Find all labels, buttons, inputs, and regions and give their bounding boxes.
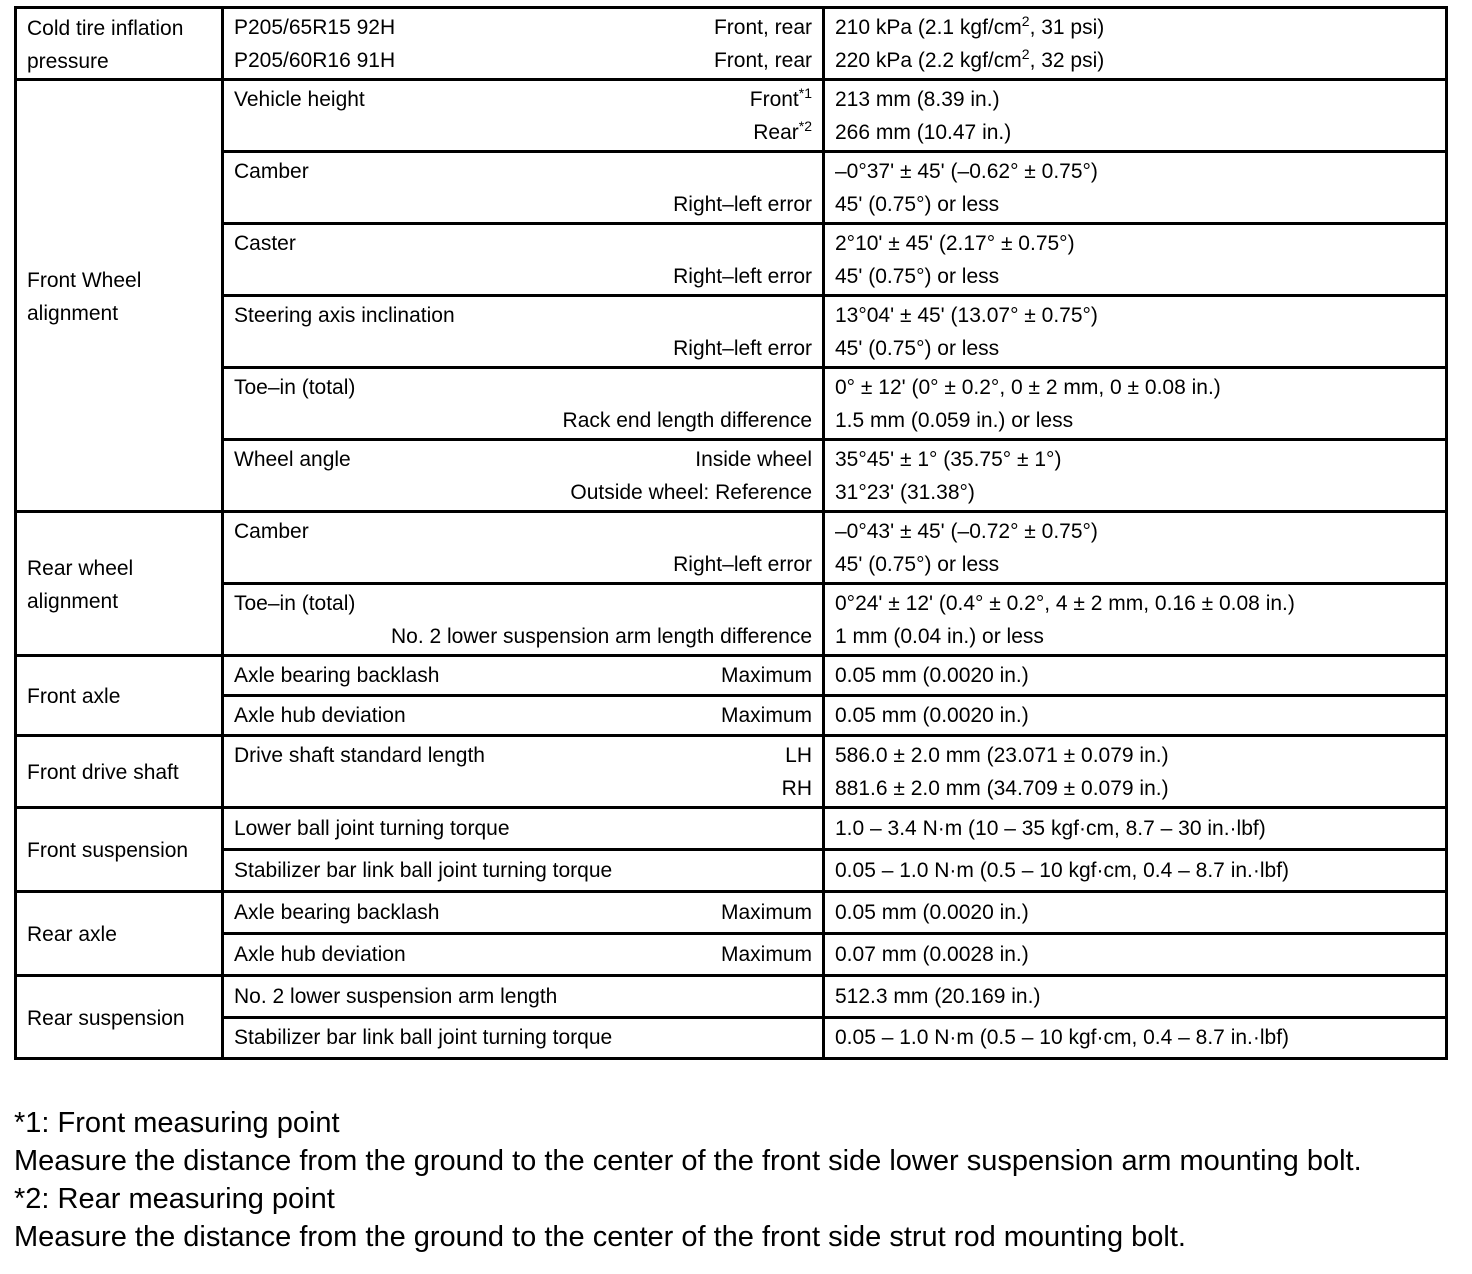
item-label: Toe–in (total) [234, 592, 356, 615]
footnote-2-text: Measure the distance from the ground to the center of the front side strut rod mounting bolt. [14, 1221, 1186, 1253]
value-cell [824, 8, 1447, 80]
item-cell [223, 1018, 824, 1059]
footnote-1-title: *1: Front measuring point [14, 1107, 340, 1139]
value-text: 35°45' ± 1° (35.75° ± 1°) [835, 448, 1062, 471]
category-cell [16, 512, 223, 656]
table-row [16, 1018, 1447, 1059]
value-text: 0.05 – 1.0 N·m (0.5 – 10 kgf·cm, 0.4 – 8.7 in.·lbf) [835, 1026, 1290, 1049]
table-row [16, 80, 1447, 152]
item-label: Stabilizer bar link ball joint turning torque [234, 859, 613, 882]
item-label: Steering axis inclination [234, 304, 455, 327]
sub-label: Maximum [720, 704, 812, 727]
value-cell [824, 850, 1447, 892]
item-cell [223, 80, 824, 152]
item-label: No. 2 lower suspension arm length [234, 985, 558, 1008]
item-cell [223, 656, 824, 696]
value-text: 0.05 mm (0.0020 in.) [835, 704, 1029, 727]
item-label: Vehicle height [234, 88, 365, 111]
item-cell [223, 934, 824, 976]
value-text: 512.3 mm (20.169 in.) [835, 985, 1041, 1008]
value-text: 13°04' ± 45' (13.07° ± 0.75°) [835, 304, 1098, 327]
value-text: 586.0 ± 2.0 mm (23.071 ± 0.079 in.) [835, 744, 1169, 767]
item-label: Axle bearing backlash [234, 664, 440, 687]
sub-label: Right–left error [673, 265, 812, 288]
sub-label: RH [781, 777, 812, 800]
value-text: 45' (0.75°) or less [835, 193, 1000, 216]
value-text: 1.0 – 3.4 N·m (10 – 35 kgf·cm, 8.7 – 30 in.·lbf) [835, 817, 1266, 840]
sub-label: Front, rear [713, 49, 812, 72]
value-cell [824, 976, 1447, 1018]
value-text: 45' (0.75°) or less [835, 265, 1000, 288]
item-label: P205/65R15 92H [234, 16, 396, 39]
item-cell [223, 224, 824, 296]
value-text: 0.05 mm (0.0020 in.) [835, 664, 1029, 687]
category-cell [16, 736, 223, 808]
value-text: –0°43' ± 45' (–0.72° ± 0.75°) [835, 520, 1098, 543]
value-cell [824, 296, 1447, 368]
item-label: Axle hub deviation [234, 943, 406, 966]
table-row [16, 892, 1447, 934]
category-cell [16, 8, 223, 80]
value-cell [824, 512, 1447, 584]
item-cell [223, 440, 824, 512]
item-label: Axle hub deviation [234, 704, 406, 727]
value-cell [824, 1018, 1447, 1059]
category-label: Front drive shaft [27, 761, 179, 784]
item-label: P205/60R16 91H [234, 49, 396, 72]
table-row [16, 934, 1447, 976]
table-row [16, 656, 1447, 696]
value-text: 220 kPa (2.2 kgf/$cm^2$, 32 psi) [835, 46, 1105, 72]
table-row [16, 584, 1447, 656]
category-label: Rear suspension [27, 1006, 185, 1030]
value-text: –0°37' ± 45' (–0.62° ± 0.75°) [835, 160, 1098, 183]
item-label: Toe–in (total) [234, 376, 356, 399]
value-cell [824, 584, 1447, 656]
item-label: Lower ball joint turning torque [234, 817, 510, 840]
item-label: Axle bearing backlash [234, 901, 440, 924]
value-text: 2°10' ± 45' (2.17° ± 0.75°) [835, 232, 1075, 255]
value-cell [824, 656, 1447, 696]
category-label: Rear wheel alignment [27, 556, 134, 613]
item-cell [223, 584, 824, 656]
sub-label: Maximum [720, 901, 812, 924]
sub-label: Maximum [720, 943, 812, 966]
table-row [16, 152, 1447, 224]
sub-label: Maximum [720, 664, 812, 687]
item-cell [223, 736, 824, 808]
category-cell [16, 656, 223, 736]
value-text: 0°24' ± 12' (0.4° ± 0.2°, 4 ± 2 mm, 0.16 ± 0.08 in.) [835, 592, 1295, 615]
value-text: 0.05 mm (0.0020 in.) [835, 901, 1029, 924]
item-cell [223, 8, 824, 80]
value-cell [824, 368, 1447, 440]
value-cell [824, 152, 1447, 224]
item-label: Camber [234, 520, 309, 543]
table-row [16, 296, 1447, 368]
item-label: Camber [234, 160, 309, 183]
table-row [16, 850, 1447, 892]
value-cell [824, 80, 1447, 152]
table-row [16, 976, 1447, 1018]
value-cell [824, 696, 1447, 736]
sub-label: Front$^{*1}$ [749, 85, 812, 111]
specifications-table [14, 6, 1448, 1060]
footnotes [14, 1104, 1362, 1256]
item-label: Drive shaft standard length [234, 744, 485, 767]
value-text: 31°23' (31.38°) [835, 481, 975, 504]
value-cell [824, 892, 1447, 934]
item-cell [223, 296, 824, 368]
item-cell [223, 512, 824, 584]
sub-label: Front, rear [713, 16, 812, 39]
sub-label: Inside wheel [695, 448, 812, 471]
sub-label: No. 2 lower suspension arm length difference [390, 625, 812, 648]
value-cell [824, 440, 1447, 512]
footnote-1-text: Measure the distance from the ground to the center of the front side lower suspension arm mounting bolt. [14, 1145, 1362, 1177]
item-cell [223, 850, 824, 892]
table-row [16, 736, 1447, 808]
value-text: 1.5 mm (0.059 in.) or less [835, 409, 1074, 432]
item-cell [223, 152, 824, 224]
item-label: Caster [234, 232, 296, 255]
value-text: 1 mm (0.04 in.) or less [835, 625, 1044, 648]
item-label: Wheel angle [234, 448, 351, 471]
value-text: 210 kPa (2.1 kgf/$cm^2$, 31 psi) [835, 13, 1105, 39]
sub-label: Right–left error [673, 553, 812, 576]
value-cell [824, 934, 1447, 976]
table-row [16, 440, 1447, 512]
table-row [16, 224, 1447, 296]
sub-label: Right–left error [673, 337, 812, 360]
sub-label: LH [785, 744, 812, 767]
table-row [16, 808, 1447, 850]
item-cell [223, 808, 824, 850]
item-cell [223, 368, 824, 440]
value-text: 213 mm (8.39 in.) [835, 88, 1000, 111]
sub-label: Right–left error [673, 193, 812, 216]
item-cell [223, 892, 824, 934]
sub-label: Rear$^{*2}$ [753, 118, 812, 144]
item-cell [223, 976, 824, 1018]
table-row [16, 8, 1447, 80]
category-cell [16, 892, 223, 976]
category-cell [16, 808, 223, 892]
value-text: 0.05 – 1.0 N·m (0.5 – 10 kgf·cm, 0.4 – 8.7 in.·lbf) [835, 859, 1290, 882]
table-row [16, 512, 1447, 584]
category-cell [16, 80, 223, 512]
table-row [16, 696, 1447, 736]
value-text: 266 mm (10.47 in.) [835, 121, 1012, 144]
value-text: 881.6 ± 2.0 mm (34.709 ± 0.079 in.) [835, 777, 1169, 800]
category-label: Front suspension [27, 839, 189, 862]
sub-label: Rack end length difference [562, 409, 812, 432]
value-cell [824, 808, 1447, 850]
category-label: Front Wheel alignment [27, 268, 142, 325]
category-cell [16, 976, 223, 1059]
category-label: Cold tire inflation pressure [27, 16, 184, 73]
value-text: 0° ± 12' (0° ± 0.2°, 0 ± 2 mm, 0 ± 0.08 in.) [835, 376, 1221, 399]
footnote-2-title: *2: Rear measuring point [14, 1183, 335, 1215]
category-label: Front axle [27, 685, 121, 708]
value-text: 45' (0.75°) or less [835, 337, 1000, 360]
sub-label: Outside wheel: Reference [570, 481, 812, 504]
value-text: 0.07 mm (0.0028 in.) [835, 943, 1029, 966]
item-cell [223, 696, 824, 736]
value-cell [824, 224, 1447, 296]
table-row [16, 368, 1447, 440]
category-label: Rear axle [27, 923, 117, 946]
item-label: Stabilizer bar link ball joint turning torque [234, 1026, 613, 1049]
value-text: 45' (0.75°) or less [835, 553, 1000, 576]
value-cell [824, 736, 1447, 808]
